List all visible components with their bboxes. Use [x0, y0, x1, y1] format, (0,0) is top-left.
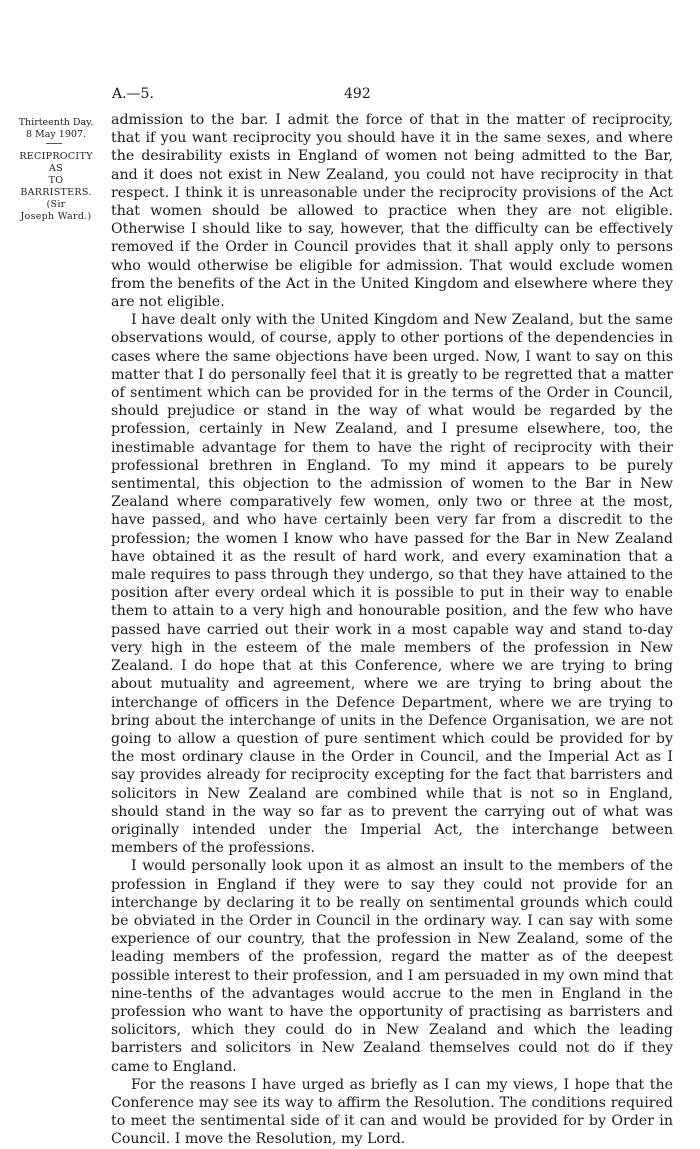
document-code: A.—5. [112, 86, 154, 102]
page-number: 492 [344, 86, 371, 102]
paragraph-2: I have dealt only with the United Kingdom and New Zealand, but the same observations would, of course, apply to other portions of the dependencies in cases where the same objections have been urged. Now, I want to say on this matter that I do personally feel that it is greatly to be regretted that a matter of sentiment which can be provided for in the terms of the Order in Council, should prejudice or stand in the way of what would be regarded by the profession, certainly in New Zealand, and I presume elsewhere, too, the inestimable advantage for them to have the right of reciprocity with their professional brethren in England. To my mind it appears to be purely sentimental, this objection to the admission of women to the Bar in New Zealand where comparatively few women, only two or three at the most, have passed, and who have certainly been very far from a discredit to the profession; the women I know who have passed for the Bar in New Zealand have obtained it as the result of hard work, and every examination that a male requires to pass through they undergo, so that they have attained to the position after every ordeal which it is possible to put in their way to enable them to attain to a very high and honourable position, and the few who have passed have carried out their work in a most capable way and stand to-day very high in the esteem of the male members of the profession in New Zealand. I do hope that at this Conference, where we are trying to bring about mutuality and agreement, where we are trying to bring about the interchange of officers in the Defence Department, where we are trying to bring about the interchange of units in the Defence Organisation, we are not going to allow a question of pure sentiment which could be provided for by the most ordinary clause in the Order in Council, and the Imperial Act as I say provides already for reciprocity excepting for the fact that barristers and solicitors in New Zealand are combined while that is not so in England, should stand in the way so far as to prevent the carrying out of what was originally intended under the Imperial Act, the interchange between members of the professions. [111, 312, 673, 857]
sidenote-topic: RECIPROCITY AS TO BARRISTERS. (Sir Joseph Ward.) [19, 151, 93, 222]
paragraph-3: I would personally look upon it as almost an insult to the members of the profession in England if they were to say they could not provide for an interchange by declaring it to be really on sentimental grounds which could be obviated in the Order in Council in the ordinary way. I can say with some experience of our country, that the profession in New Zealand, some of the leading members of the profession, regard the matter as of the deepest possible interest to their profession, and I am persuaded in my own mind that nine-tenths of the advantages would accrue to the men in England in the profession who want to have the opportunity of practising as barristers and solicitors, which they could do in New Zealand and which the leading barristers and solicitors in New Zealand themselves could not do if they came to England. [111, 858, 673, 1075]
paragraph-1: admission to the bar. I admit the force of that in the matter of reciprocity, that if you want reciprocity you should have it in the same sexes, and where the desirability exists in England of women not being admitted to the Bar, and it does not exist in New Zealand, you could not have reciprocity in that respect. I think it is unreasonable under the reciprocity provisions of the Act that women should be allowed to practice when they are not eligible. Otherwise I should like to say, however, that the difficulty can be effectively removed if the Order in Council provides that it shall apply only to persons who would otherwise be eligible for admission. That would exclude women from the benefits of the Act in the United Kingdom and elsewhere where they are not eligible. [111, 112, 673, 311]
body-text [111, 111, 673, 1149]
sidenote-divider [46, 143, 62, 144]
paragraph-4: For the reasons I have urged as briefly as I can my views, I hope that the Conference may see its way to affirm the Resolution. The conditions required to meet the sentimental side of it can and would be provided for by Order in Council. I move the Resolution, my Lord. [111, 1076, 673, 1148]
sidenote-date: Thirteenth Day. 8 May 1907. [18, 117, 94, 140]
